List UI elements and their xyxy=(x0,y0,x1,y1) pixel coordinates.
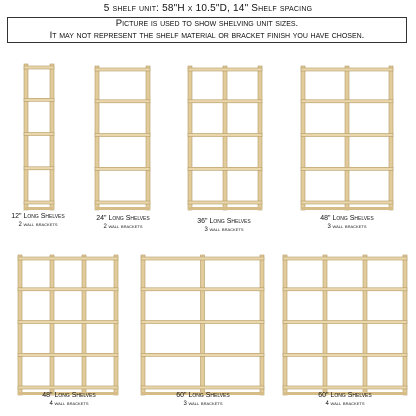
shelf-length-label: 36" Long Shelves xyxy=(197,218,251,225)
shelf-board xyxy=(188,201,262,204)
upright-post xyxy=(146,66,150,210)
shelf-board xyxy=(95,201,150,204)
shelving-unit-6 xyxy=(141,255,264,395)
shelf-board xyxy=(24,201,54,204)
shelf-board xyxy=(95,167,150,170)
shelf-board xyxy=(188,167,262,170)
shelf-board xyxy=(24,133,54,136)
shelf-board xyxy=(283,321,407,324)
bracket-count-label: 4 wall brackets xyxy=(325,401,365,407)
shelving-unit-7 xyxy=(283,255,407,395)
upright-post xyxy=(141,255,145,395)
shelf-board xyxy=(18,353,118,356)
notice-line-2: It may not represent the shelf material or bracket finish you have chosen. xyxy=(49,30,365,41)
upright-post xyxy=(283,255,287,395)
unit-caption xyxy=(11,213,64,229)
unit-caption xyxy=(197,218,250,234)
shelving-unit-2 xyxy=(95,66,150,210)
unit-caption xyxy=(320,215,373,231)
shelf-length-label: 60" Long Shelves xyxy=(318,392,372,399)
unit-caption xyxy=(176,392,229,408)
upright-post xyxy=(201,255,205,395)
unit-caption xyxy=(42,392,95,408)
upright-post xyxy=(18,255,22,395)
shelf-board xyxy=(301,134,393,137)
upright-post xyxy=(82,255,86,395)
upright-post xyxy=(345,66,349,210)
upright-post xyxy=(260,255,264,395)
shelf-board xyxy=(283,257,407,260)
shelf-length-label: 48" Long Shelves xyxy=(42,392,96,399)
base-rail xyxy=(95,207,150,210)
shelf-board xyxy=(24,66,54,69)
shelf-board xyxy=(188,68,262,71)
unit-caption xyxy=(318,392,371,408)
shelf-board xyxy=(141,386,264,389)
base-rail xyxy=(24,207,54,210)
shelving-unit-3 xyxy=(188,66,262,210)
shelf-board xyxy=(301,68,393,71)
upright-post xyxy=(50,255,54,395)
shelving-unit-4 xyxy=(301,66,393,210)
shelf-board xyxy=(301,201,393,204)
upright-post xyxy=(24,64,28,210)
bracket-count-label: 2 wall brackets xyxy=(103,224,143,230)
unit-caption xyxy=(96,215,149,231)
bracket-count-label: 3 wall brackets xyxy=(204,227,244,233)
page-title: 5 shelf unit: 58"H x 10.5"D, 14" Shelf spacing xyxy=(103,3,313,14)
shelf-board xyxy=(18,386,118,389)
shelf-board xyxy=(188,100,262,103)
upright-post xyxy=(323,255,327,395)
shelf-board xyxy=(95,100,150,103)
bracket-count-label: 3 wall brackets xyxy=(183,401,223,407)
shelf-board xyxy=(301,167,393,170)
notice-box xyxy=(7,17,407,43)
shelf-length-label: 12" Long Shelves xyxy=(11,213,65,220)
base-rail xyxy=(301,207,393,210)
shelf-board xyxy=(95,68,150,71)
upright-post xyxy=(389,66,393,210)
shelf-board xyxy=(18,257,118,260)
shelf-board xyxy=(141,353,264,356)
bracket-count-label: 2 wall brackets xyxy=(18,222,58,228)
base-rail xyxy=(188,207,262,210)
shelf-board xyxy=(24,167,54,170)
shelf-board xyxy=(18,321,118,324)
upright-post xyxy=(114,255,118,395)
shelf-board xyxy=(141,321,264,324)
shelf-length-label: 60" Long Shelves xyxy=(176,392,230,399)
shelf-board xyxy=(283,386,407,389)
shelf-board xyxy=(283,353,407,356)
upright-post xyxy=(258,66,262,210)
upright-post xyxy=(95,66,99,210)
bracket-count-label: 4 wall brackets xyxy=(49,401,89,407)
shelf-board xyxy=(18,288,118,291)
shelf-length-label: 48" Long Shelves xyxy=(320,215,374,222)
shelf-board xyxy=(301,100,393,103)
upright-post xyxy=(223,66,227,210)
shelf-board xyxy=(188,134,262,137)
shelf-length-label: 24" Long Shelves xyxy=(96,215,150,222)
shelf-board xyxy=(141,257,264,260)
upright-post xyxy=(403,255,407,395)
shelving-unit-1 xyxy=(24,64,54,210)
shelf-board xyxy=(141,288,264,291)
upright-post xyxy=(50,64,54,210)
notice-line-1: Picture is used to show shelving unit sizes. xyxy=(115,18,299,29)
upright-post xyxy=(363,255,367,395)
shelving-unit-5 xyxy=(18,255,118,395)
shelf-board xyxy=(283,288,407,291)
shelf-board xyxy=(24,98,54,101)
bracket-count-label: 3 wall brackets xyxy=(327,224,367,230)
upright-post xyxy=(301,66,305,210)
upright-post xyxy=(188,66,192,210)
shelf-board xyxy=(95,134,150,137)
